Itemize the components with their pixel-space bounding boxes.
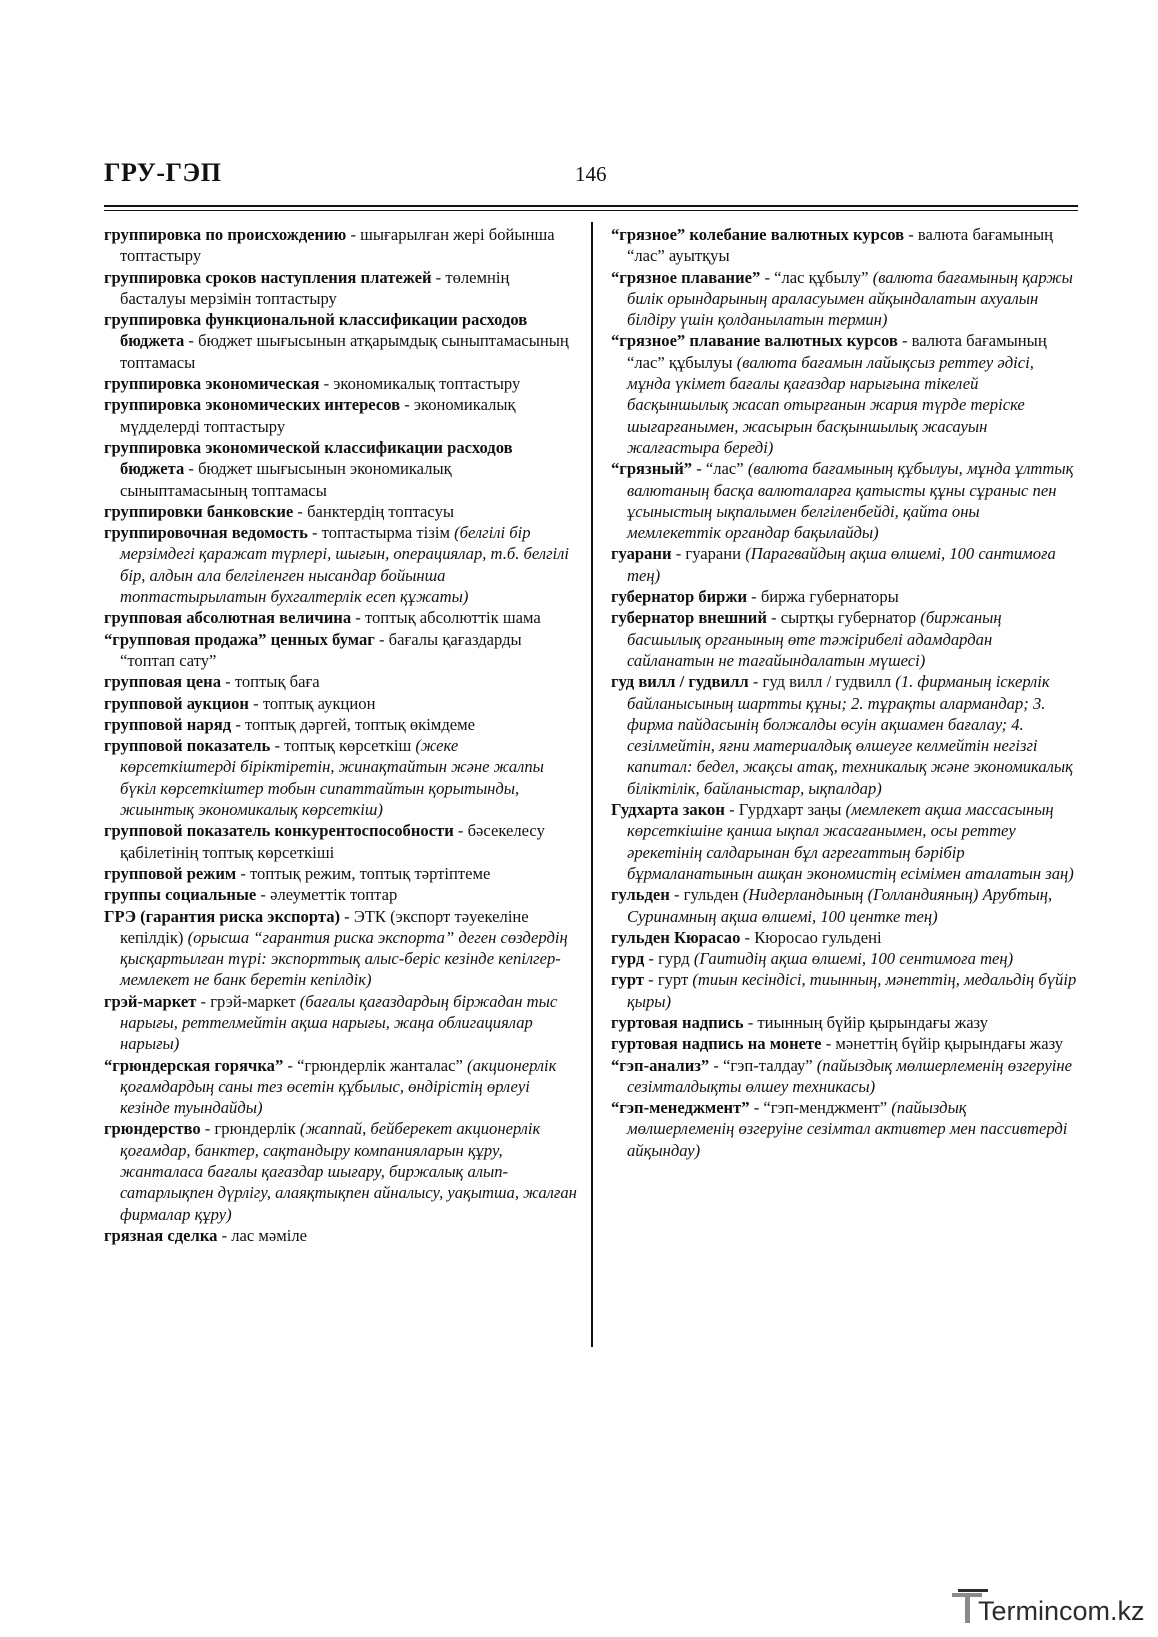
- entry-note: (Нидерландының (Голландияның) Арубтың, Суринамның ақша өлшемі, 100 центке тең): [627, 885, 1053, 926]
- entry-term: “грязное” колебание валютных курсов: [611, 225, 905, 244]
- entry-definition: - экономикалық мүдделерді топтастыру: [120, 395, 516, 436]
- right-column: [611, 224, 1077, 1161]
- entry-definition: - бәсекелесу қабілетінің топтық көрсеткіші: [120, 821, 545, 862]
- entry-definition: - “гэп-талдау”: [709, 1055, 817, 1075]
- entry-term: группировка экономических интересов: [104, 395, 401, 415]
- entry-term: группировка по происхождению: [104, 225, 347, 244]
- page-number: 146: [575, 162, 607, 186]
- entry-definition: - грэй-маркет: [196, 991, 300, 1011]
- entry-note: (жаппай, бейберекет акционерлік қоғамдар, банктер, сақтандыру компанияларын құру, жанталаса бағалы қағаздар шығару, биржалық алып-сатарлықпен дүрлігу, алаяқтықпен айналысу, уақытша, жалған фирмалар құру): [120, 1119, 577, 1224]
- entry-term: “гэп-анализ”: [611, 1055, 710, 1075]
- entry-term: грэй-маркет: [104, 991, 197, 1011]
- entry-note: (тиын кесіндісі, тиынның, мәнеттің, медальдің бүйір қыры): [627, 970, 1077, 1011]
- entry-definition: - топтық дәргей, топтық өкімдеме: [231, 714, 476, 734]
- dictionary-entry: [104, 522, 578, 607]
- entry-definition: - Кюросао гульдені: [740, 927, 882, 947]
- entry-definition: - төлемнің басталуы мерзімін топтастыру: [120, 267, 510, 308]
- entry-definition: - экономикалық топтастыру: [319, 374, 521, 394]
- entry-definition: - “лас”: [692, 459, 748, 479]
- entry-note: (валюта бағамын лайықсыз реттеу әдісі, мұнда үкімет бағалы қағаздар нарығына тікелей басқыншылық жасап отырғанын жария түрде теріске шығарғанымен, жасырын басқыншылық жасауын жалғастыра береді): [627, 352, 1034, 457]
- dictionary-entry: [611, 1033, 1077, 1054]
- dictionary-entry: [104, 501, 578, 522]
- entry-term: “грязное” плавание валютных курсов: [611, 331, 898, 351]
- column-divider: [591, 222, 593, 1347]
- dictionary-entry: [104, 224, 578, 267]
- entry-note: (Гаитидің ақша өлшемі, 100 сентимоға тең): [693, 949, 1014, 969]
- entry-definition: - банктердің топтасуы: [293, 501, 455, 521]
- logo-t-bar: [958, 1589, 988, 1592]
- entry-term: гурд: [611, 949, 645, 969]
- dictionary-entry: [611, 671, 1077, 799]
- entry-definition: - ЭТК (экспорт тәуекеліне кепілдік): [120, 906, 529, 947]
- entry-term: групповая цена: [104, 672, 222, 692]
- entry-note: (мемлекет ақша массасының көрсеткішіне қанша ықпал жасағанымен, осы реттеу әрекетінің салдарынан бұл агрегаттың бәрібір бұрмаланатынын ашқан экономистің есімімен аталатын заң): [627, 800, 1074, 883]
- dictionary-entry: [611, 458, 1077, 543]
- entry-definition: - “гэп-менджмент”: [749, 1098, 892, 1118]
- entry-definition: - гульден: [669, 885, 743, 905]
- dictionary-entry: [611, 607, 1077, 671]
- dictionary-entry: [611, 224, 1077, 267]
- header-rule-thin: [104, 210, 1078, 211]
- entry-note: (Парагвайдың ақша өлшемі, 100 сантимоға тең): [627, 544, 1056, 585]
- entry-definition: - валюта бағамының “лас” құбылуы: [627, 331, 1047, 372]
- entry-term: группировочная ведомость: [104, 523, 308, 543]
- entry-note: (валюта бағамының қаржы билік орындарының араласуымен айқындалатын ахуалын білдіру үшін қолданылатын термин): [627, 267, 1073, 330]
- entry-definition: - топтық аукцион: [249, 693, 376, 713]
- entry-definition: - гуарани: [671, 544, 746, 564]
- dictionary-entry: [611, 1097, 1077, 1161]
- page-header-title: ГРУ-ГЭП: [104, 158, 222, 187]
- entry-definition: - бағалы қағаздарды “топтап сату”: [120, 629, 522, 670]
- entry-term: “гэп-менеджмент”: [611, 1098, 750, 1118]
- dictionary-entry: [611, 586, 1077, 607]
- entry-note: (бағалы қағаздардың біржадан тыс нарығы, реттелмейтін ақша нарығы, жаңа облигациялар нарығы): [120, 991, 558, 1054]
- entry-definition: - топтастырма тізім: [307, 523, 455, 543]
- dictionary-entry: [104, 1225, 578, 1246]
- dictionary-entry: [104, 309, 578, 373]
- entry-definition: - бюджет шығысынын атқарымдық сыныптамасының топтамасы: [120, 331, 569, 372]
- entry-definition: - тиынның бүйір қырындағы жазу: [743, 1012, 989, 1032]
- entry-term: групповая абсолютная величина: [104, 608, 352, 628]
- entry-term: гуртовая надпись на монете: [611, 1034, 822, 1054]
- entry-term: групповой аукцион: [104, 693, 249, 713]
- dictionary-entry: [104, 607, 578, 628]
- entry-note: (акционерлік қоғамдардың саны тез өсетін құбылыс, өндірістің өрлеуі кезінде туындайды): [120, 1055, 557, 1118]
- entry-term: губернатор биржи: [611, 587, 747, 607]
- entry-definition: - Гурдхарт заңы: [724, 800, 846, 820]
- entry-note: (биржаның басшылық органының өте тәжірибелі адамдардан сайланатын не тағайындалатын мүшесі): [627, 608, 1002, 670]
- logo-text: Termincom.kz: [978, 1596, 1145, 1626]
- termincom-logo[interactable]: [948, 1585, 1148, 1630]
- dictionary-entry: [104, 735, 578, 820]
- entry-term: гуд вилл / гудвилл: [611, 672, 749, 692]
- dictionary-entry: [104, 906, 578, 991]
- dictionary-entry: [104, 884, 578, 905]
- entry-term: группировка экономическая: [104, 374, 320, 394]
- dictionary-entry: [611, 948, 1077, 969]
- dictionary-entry: [611, 543, 1077, 586]
- dictionary-entry: [104, 394, 578, 437]
- dictionary-entry: [104, 629, 578, 672]
- entry-definition: - лас мәміле: [217, 1225, 308, 1245]
- entry-definition: - биржа губернаторы: [747, 587, 899, 607]
- entry-definition: - гурд: [644, 949, 694, 969]
- entry-term: гурт: [611, 970, 644, 990]
- left-column: [104, 224, 578, 1246]
- entry-note: (1. фирманың іскерлік байланысының шартты құны; 2. тұрақты алармандар; 3. фирма пайдасынің болжалды өсуін ақшамен бағалау; 4. сезілмейтін, яғни материалдық өлшеуге келмейтін негізгі капитал: бедел, жақсы атақ, техникалық және экономикалық біліктілік, байланыстар, ықпалдар): [627, 672, 1073, 798]
- entry-note: (белгілі бір мерзімдегі қаражат түрлері, шығын, операциялар, т.б. белгілі бір, алдын ала белгіленген нысандар бойынша топтастырылатын бухгалтерлік есеп құжаты): [120, 523, 569, 607]
- entry-term: групповой режим: [104, 863, 237, 883]
- entry-note: (пайыздық мөлшерлеменің өзгеруіне сезімтал активтер мен пассивтерді айқындау): [627, 1098, 1068, 1160]
- entry-term: ГРЭ (гарантия риска экспорта): [104, 906, 341, 926]
- entry-definition: - бюджет шығысынын экономикалық сыныптамасының топтамасы: [120, 459, 452, 500]
- header-rule: [104, 205, 1078, 207]
- dictionary-entry: [104, 693, 578, 714]
- entry-definition: - топтық абсолюттік шама: [351, 608, 541, 628]
- entry-definition: - топтық режим, топтық тәртіптеме: [236, 863, 491, 883]
- dictionary-entry: [104, 373, 578, 394]
- entry-term: “грязный”: [611, 459, 693, 479]
- entry-definition: - топтық баға: [221, 672, 320, 692]
- entry-definition: - әлеуметтік топтар: [256, 885, 398, 905]
- dictionary-entry: [611, 1055, 1077, 1098]
- dictionary-entry: [104, 1118, 578, 1224]
- entry-definition: - “грюндерлік жанталас”: [283, 1055, 468, 1075]
- entry-term: гульден: [611, 885, 670, 905]
- entry-term: грязная сделка: [104, 1225, 218, 1245]
- dictionary-entry: [611, 1012, 1077, 1033]
- entry-term: группировка экономической классификации расходов бюджета: [104, 437, 513, 479]
- entry-definition: - “лас құбылу”: [760, 267, 873, 287]
- entry-term: гуарани: [611, 544, 672, 564]
- dictionary-entry: [611, 884, 1077, 927]
- entry-term: “грязное плавание”: [611, 267, 761, 287]
- logo-graphic: [948, 1585, 1148, 1630]
- entry-definition: - гуд вилл / гудвилл: [748, 672, 896, 692]
- entry-definition: - шығарылған жері бойынша топтастыру: [120, 225, 555, 266]
- entry-definition: - грюндерлік: [200, 1119, 300, 1139]
- entry-definition: - мәнеттің бүйір қырындағы жазу: [821, 1034, 1064, 1054]
- dictionary-entry: [104, 267, 578, 310]
- entry-term: “групповая продажа” ценных бумаг: [104, 629, 375, 649]
- entry-term: губернатор внешний: [611, 608, 767, 628]
- entry-term: группировки банковские: [104, 501, 294, 521]
- entry-definition: - сыртқы губернатор: [766, 608, 921, 628]
- entry-term: Гудхарта закон: [611, 800, 725, 820]
- dictionary-entry: [104, 863, 578, 884]
- entry-note: (жеке көрсеткіштерді біріктіретін, жинақтайтын және жалпы бүкіл көрсеткіштер тобын сипаттайтын қорытынды, жиынтық экономикалық көрсеткіш): [120, 736, 544, 820]
- entry-note: (орысша “гарантия риска экспорта” деген сөздердің қысқартылған түрі: экспорттық алыс-беріс кезінде кепілгер-мемлекет не банк беретін кепілдік): [120, 927, 568, 990]
- dictionary-entry: [611, 927, 1077, 948]
- dictionary-entry: [104, 820, 578, 863]
- entry-term: группировка сроков наступления платежей: [104, 267, 432, 287]
- entry-term: групповой показатель конкурентоспособности: [104, 821, 454, 841]
- entry-definition: - гурт: [644, 970, 693, 990]
- entry-term: гуртовая надпись: [611, 1012, 744, 1032]
- entry-term: групповой наряд: [104, 714, 232, 734]
- dictionary-entry: [104, 437, 578, 501]
- dictionary-entry: [104, 991, 578, 1055]
- dictionary-entry: [611, 330, 1077, 458]
- dictionary-entry: [611, 267, 1077, 331]
- entry-definition: - топтық көрсеткіш: [270, 736, 416, 756]
- dictionary-entry: [611, 799, 1077, 884]
- entry-term: групповой показатель: [104, 736, 271, 756]
- dictionary-entry: [104, 671, 578, 692]
- dictionary-entry: [104, 1055, 578, 1119]
- entry-definition: - валюта бағамының “лас” ауытқуы: [627, 225, 1053, 266]
- entry-term: группы социальные: [104, 885, 257, 905]
- entry-term: грюндерство: [104, 1119, 201, 1139]
- entry-note: (валюта бағамының құбылуы, мұнда ұлттық валютаның басқа валюталарға қатысты құны сұраныс пен ұсыныстың ықпалымен белгіленбейді, қайта оны мемлекеттік органдар бақылайды): [627, 459, 1074, 543]
- entry-term: “грюндерская горячка”: [104, 1055, 284, 1075]
- entry-note: (пайыздық мөлшерлеменің өзгеруіне сезімталдықты өлшеу техникасы): [627, 1055, 1072, 1096]
- dictionary-entry: [611, 969, 1077, 1012]
- dictionary-entry: [104, 714, 578, 735]
- entry-term: гульден Кюрасао: [611, 927, 741, 947]
- entry-term: группировка функциональной классификации расходов бюджета: [104, 310, 528, 351]
